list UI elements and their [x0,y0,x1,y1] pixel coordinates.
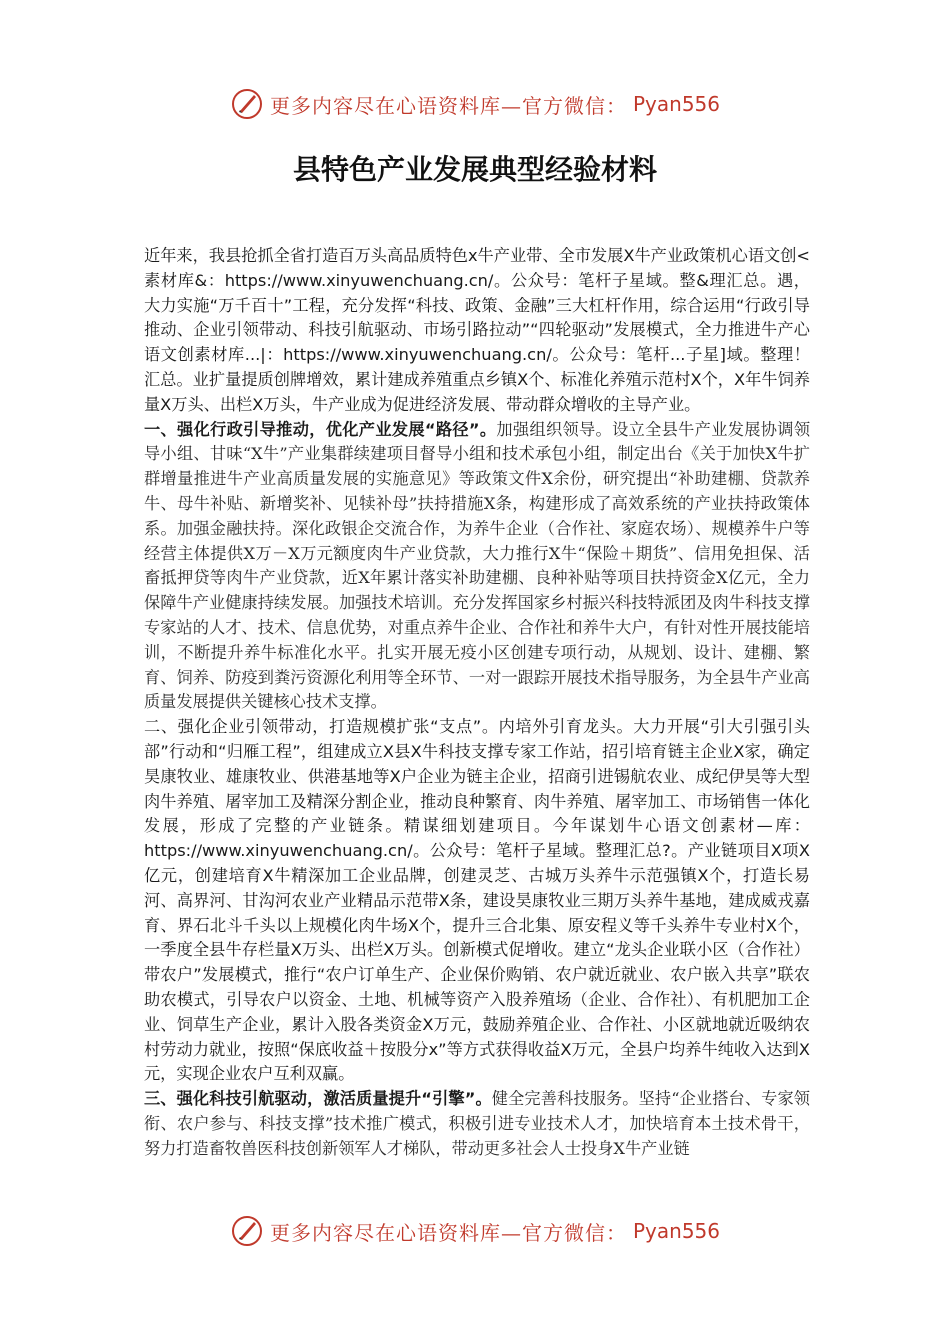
section-3-paragraph [144,1087,810,1161]
intro-paragraph: 近年来，我县抢抓全省打造百万头高品质特色x牛产业带、全市发展X牛产业政策机心语文创<素材库&：https://www.xinyuwenchuang.cn/。公众号：笔杆子星域。整&理汇总。遇，大力实施“万千百十”工程，充分发挥“科技、政策、金融”三大杠杆作用，综合运用“行政引导推动、企业引领带动、科技引航驱动、市场引路拉动”“四轮驱动”发展模式，全力推进牛产心语文创素材库...|：https://www.xinyuwenchuang.cn/。公众号：笔杆...子星]域。整理！汇总。业扩量提质创牌增效，累计建成养殖重点乡镇X个、标准化养殖示范村X个，X年牛饲养量X万头、出栏X万头，牛产业成为促进经济发展、带动群众增收的主导产业。 [144,246,810,414]
logo-icon [230,1214,264,1248]
footer-banner [0,1211,950,1251]
section-2-paragraph: 二、强化企业引领带动，打造规模扩张“支点”。内培外引育龙头。大力开展“引大引强引头部”行动和“归雁工程”，组建成立X县X牛科技支撑专家工作站，招引培育链主企业X家，确定昊康牧业、雄康牧业、供港基地等X户企业为链主企业，招商引进锡航农业、成纪伊昊等大型肉牛养殖、屠宰加工及精深分割企业，推动良种繁育、肉牛养殖、屠宰加工、市场销售一体化发展，形成了完整的产业链条。精谋细划建项目。今年谋划牛心语文创素材—库：https://www.xinyuwenchuang.cn/。公众号：笔杆子星域。整理汇总?。产业链项目X项X亿元，创建培育X牛精深加工企业品牌，创建灵芝、古城万头养牛示范强镇X个，打造长易河、高界河、甘沟河农业产业精品示范带X条，建设昊康牧业三期万头养牛基地，建成威戎嘉育、界石北斗千头以上规模化肉牛场X个，提升三合北集、原安程义等千头养牛专业村X个，一季度全县牛存栏量X万头、出栏X万头。创新模式促增收。建立“龙头企业联小区（合作社）带农户”发展模式，推行“农户订单生产、企业保价购销、农户就近就业、农户嵌入共享”联农助农模式，引导农户以资金、土地、机械等资产入股养殖场（企业、合作社）、有机肥加工企业、饲草生产企业，累计入股各类资金X万元，鼓励养殖企业、合作社、小区就地就近吸纳农村劳动力就业，按照“保底收益＋按股分x”等方式获得收益X万元，全县户均养牛纯收入达到X元，实现企业农户互利双赢。 [144,717,810,1084]
banner-wechat-id: Pyan556 [632,1219,720,1243]
section-3-heading: 三、强化科技引航驱动，激活质量提升“引擎”。 [144,1089,492,1109]
banner-text: 更多内容尽在心语资料库—官方微信： [269,1220,627,1245]
section-1-heading: 一、强化行政引导推动，优化产业发展“路径”。 [144,419,497,439]
banner-wechat-id: Pyan556 [632,92,720,116]
banner-text: 更多内容尽在心语资料库—官方微信： [269,93,627,118]
document-title: 县特色产业发展典型经验材料 [292,153,657,186]
section-1-paragraph [144,418,810,716]
document-body [144,244,810,1161]
header-banner [0,84,950,124]
section-3-body: 健全完善科技服务。坚持“企业搭台、专家领衔、农户参与、科技支撑”技术推广模式，积极引进专业技术人才，加快培育本土技术骨干，努力打造畜牧兽医科技创新领军人才梯队，带动更多社会人士投身X牛产业链 [144,1089,810,1158]
section-1-body: 加强组织领导。设立全县牛产业发展协调领导小组、甘味“X牛”产业集群续建项目督导小组和技术承包小组，制定出台《关于加快X牛扩群增量推进牛产业高质量发展的实施意见》等政策文件X余份，研究提出“补助建棚、贷款养牛、母牛补贴、新增奖补、见犊补母”扶持措施X条，构建形成了高效系统的产业扶持政策体系。加强金融扶持。深化政银企交流合作，为养牛企业（合作社、家庭农场）、规模养牛户等经营主体提供X万－X万元额度肉牛产业贷款，大力推行X牛“保险＋期货”、信用免担保、活畜抵押贷等肉牛产业贷款，近X年累计落实补助建棚、良种补贴等项目扶持资金X亿元，全力保障牛产业健康持续发展。加强技术培训。充分发挥国家乡村振兴科技特派团及肉牛科技支撑专家站的人才、技术、信息优势，对重点养牛企业、合作社和养牛大户，有针对性开展技能培训，不断提升养牛标准化水平。扎实开展无疫小区创建专项行动，从规划、设计、建棚、繁育、饲养、防疫到粪污资源化利用等全环节、一对一跟踪开展技术指导服务，为全县牛产业高质量发展提供关键核心技术支撑。 [144,419,811,712]
logo-icon [230,87,264,121]
